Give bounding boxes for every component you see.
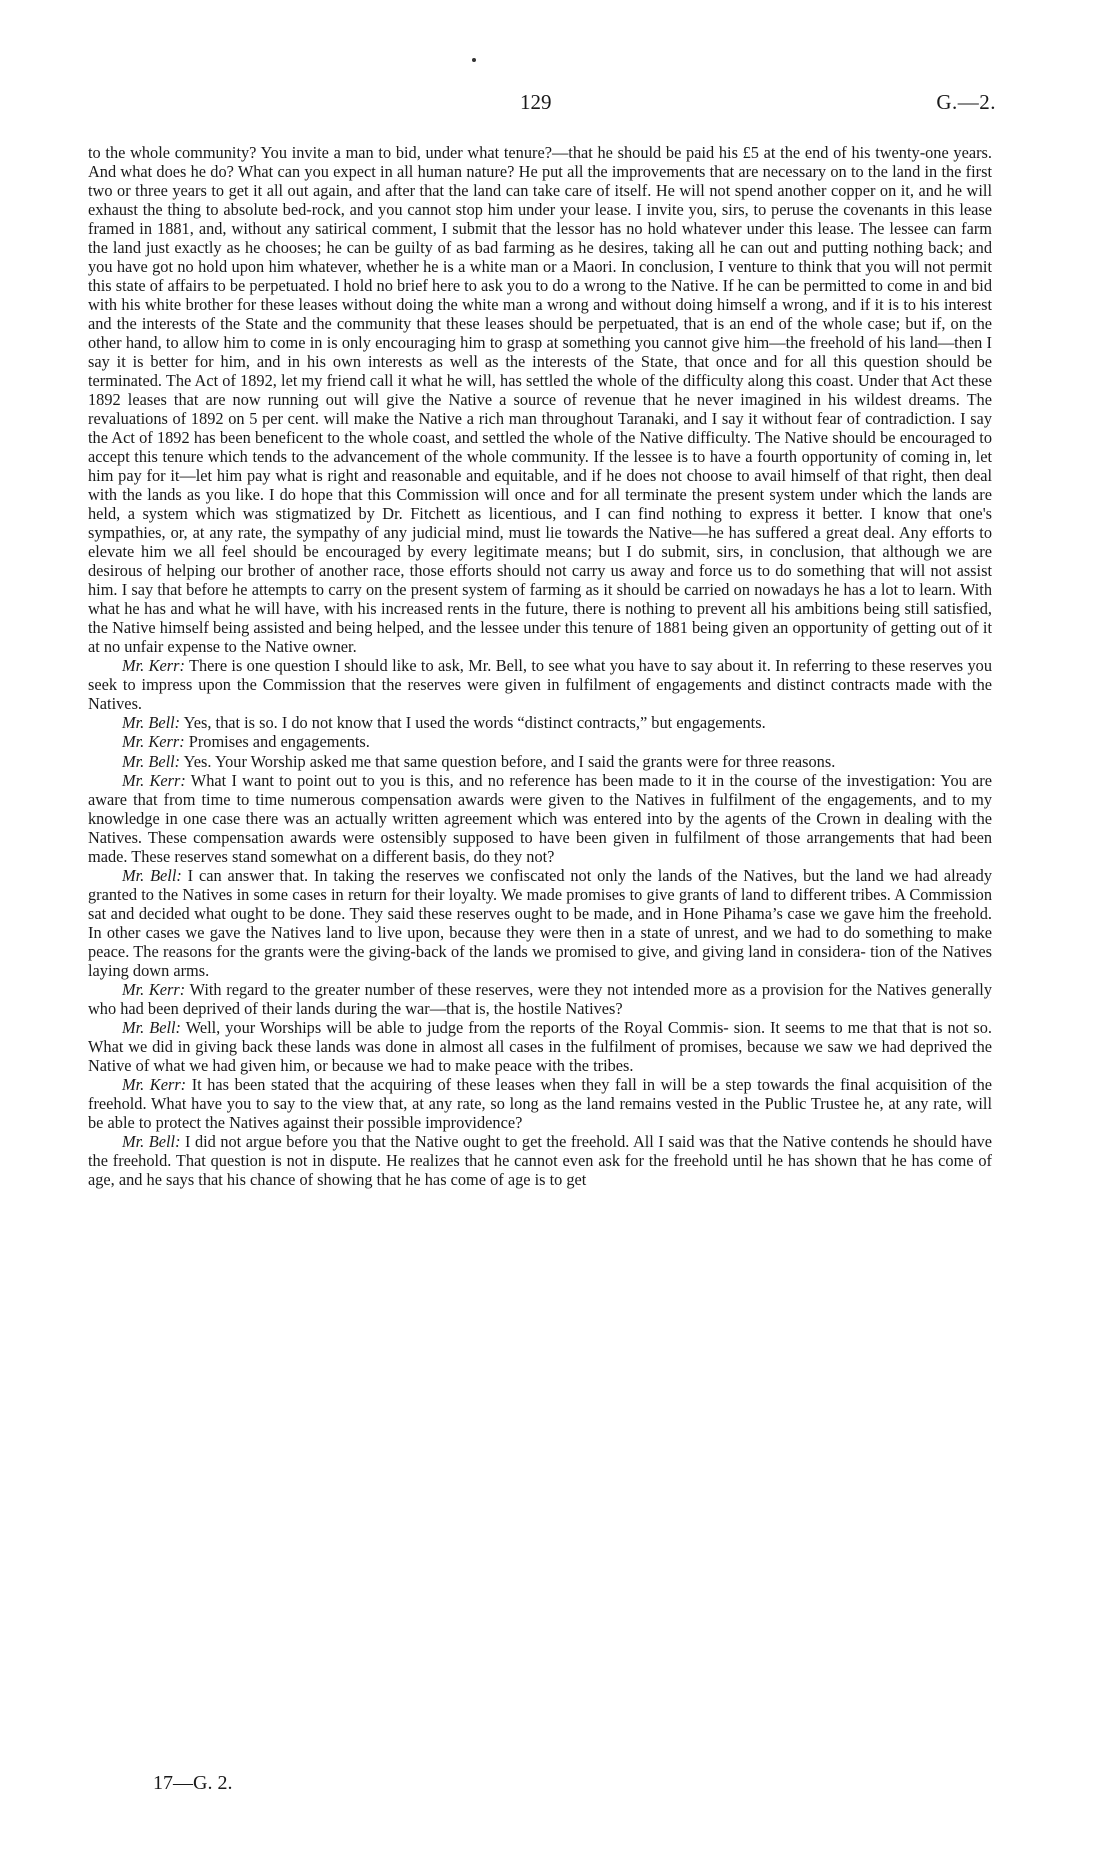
speech-text: Yes. Your Worship asked me that same question before, and I said the grants were for three reasons. <box>183 751 836 771</box>
speaker-name: Mr. Bell: <box>122 1017 181 1037</box>
exchange-paragraph <box>88 1132 992 1189</box>
speaker-name: Mr. Bell: <box>122 751 181 771</box>
speaker-name: Mr. Bell: <box>122 865 182 885</box>
speech-text: Yes, that is so. I do not know that I used the words “distinct contracts,” but engagements. <box>183 713 766 733</box>
speech-text: I did not argue before you that the Native ought to get the freehold. All I said was that the Native contends he should have the freehold. That question is not in dispute. He realizes that he cannot even ask for the freehold until he has shown that he has come of age, and he says that his chance of showing that he has come of age is to get <box>88 1131 992 1189</box>
exchange-paragraph <box>88 1075 992 1132</box>
speaker-name: Mr. Kerr: <box>122 770 186 790</box>
speaker-name: Mr. Kerr: <box>122 656 185 676</box>
exchange-paragraph <box>88 980 992 1018</box>
speaker-name: Mr. Kerr: <box>122 979 186 999</box>
body-text <box>88 143 992 1189</box>
speaker-name: Mr. Bell: <box>122 1131 181 1151</box>
page-footer: 17—G. 2. <box>153 1772 233 1794</box>
speech-text: I can answer that. In taking the reserves we confiscated not only the lands of the Natives, but the land we had already granted to the Natives in some cases in return for their loyalty. We made promises to give grants of land to different tribes. A Commission sat and decided what ought to be done. They said these reserves ought to be made, and in Hone Pihama’s case we gave him the freehold. In other cases we gave the Natives land to live upon, because they were then in a state of unrest, and we had to do something to make peace. The reasons for the grants were the giving-back of the lands we promised to give, and giving land in considera- tion of the Natives laying down arms. <box>88 865 992 980</box>
exchange-paragraph <box>88 732 992 751</box>
page-number: 129 <box>520 90 552 114</box>
speech-text: What I want to point out to you is this, and no reference has been made to it in the course of the investigation: You are aware that from time to time numerous compensation awards were given to the Natives in fulfilment of the engagements, and to my knowledge in one case there was an actually written agreement which was entered into by the agents of the Crown in dealing with the Natives. These compensation awards were ostensibly supposed to have been given in fulfilment of those arrangements that had been made. These reserves stand somewhat on a different basis, do they not? <box>88 770 993 866</box>
speaker-name: Mr. Bell: <box>122 713 181 733</box>
exchange-paragraph <box>88 713 992 732</box>
exchange-paragraph <box>88 752 992 771</box>
page-header <box>0 90 1114 120</box>
document-reference: G.—2. <box>936 90 996 114</box>
speech-text: There is one question I should like to ask, Mr. Bell, to see what you have to say about it. In referring to these reserves you seek to impress upon the Commission that the reserves were given in fulfilment of engagements and distinct contracts made with the Natives. <box>88 656 993 714</box>
speech-text: With regard to the greater number of these reserves, were they not intended more as a provision for the Natives generally who had been deprived of their lands during the war—that is, the hostile Natives? <box>88 979 992 1018</box>
exchange-paragraph <box>88 656 992 713</box>
speech-text: Well, your Worships will be able to judge from the reports of the Royal Commis- sion. It seems to me that that is not so. What we did in giving back these lands was done in almost all cases in the fulfilment of promises, because we saw we had deprived the Native of what we had given him, or because we had to make peace with the tribes. <box>88 1017 992 1075</box>
speaker-name: Mr. Kerr: <box>122 1074 187 1094</box>
exchange-paragraph <box>88 771 992 866</box>
opening-paragraph: to the whole community? You invite a man to bid, under what tenure?—that he should be paid his £5 at the end of his twenty-one years. And what does he do? What can you expect in all human nature? He put all the improvements that are necessary on to the land in the first two or three years to get it all out again, and after that the land can take care of itself. He will not spend another copper on it, and he will exhaust the thing to absolute bed-rock, and you cannot stop him under your lease. I invite you, sirs, to peruse the covenants in this lease framed in 1881, and, without any satirical comment, I submit that the lessor has no hold whatever under this lease. The lessee can farm the land just exactly as he chooses; he can be guilty of as bad farming as he desires, taking all he can out and putting nothing back; and you have got no hold upon him whatever, whether he is a white man or a Maori. In conclusion, I venture to think that you will not permit this state of affairs to be perpetuated. I hold no brief here to ask you to do a wrong to the Native. If he can be permitted to come in and bid with his white brother for these leases without doing the white man a wrong and without doing himself a wrong, and if it is to his interest and the interests of the State and the community that these leases should be perpetuated, that is an end of the whole case; but if, on the other hand, to allow him to come in is only encouraging him to grasp at something you cannot give him—the freehold of his land—then I say it is better for him, and in his own interests as well as the interests of the State, that once and for all this question should be terminated. The Act of 1892, let my friend call it what he will, has settled the whole of the difficulty along this coast. Under that Act these 1892 leases that are now running out will give the Native a source of revenue that he never imagined in his wildest dreams. The revaluations of 1892 on 5 per cent. will make the Native a rich man throughout Taranaki, and I say it without fear of contradiction. I say the Act of 1892 has been beneficent to the whole coast, and settled the whole of the Native difficulty. The Native should be encouraged to accept this tenure which tends to the advancement of the whole community. If the lessee is to have a fourth opportunity of coming in, let him pay for it—let him pay what is right and reasonable and equitable, and if he does not choose to avail himself of that right, then deal with the lands as you like. I do hope that this Commission will once and for all terminate the present system under which the lands are held, a system which was stigmatized by Dr. Fitchett as licentious, and I can find nothing to express it better. I know that one's sympathies, or, at any rate, the sympathy of any judicial mind, must lie towards the Native—he has suffered a great deal. Any efforts to elevate him we all feel should be encouraged by every legitimate means; but I do submit, sirs, in conclusion, that although we are desirous of helping our brother of another race, those efforts should not carry us away and force us to do something that will not assist him. I say that before he attempts to carry on the present system of farming as it should be carried on nowadays he has a lot to learn. With what he has and what he will have, with his increased rents in the future, there is nothing to prevent all his ambitions being still satisfied, the Native himself being assisted and being helped, and the lessee under this tenure of 1881 being given an opportunity of getting out of it at no unfair expense to the Native owner. <box>88 143 992 657</box>
exchange-paragraph <box>88 1018 992 1075</box>
speaker-name: Mr. Kerr: <box>122 732 185 752</box>
stray-mark <box>472 58 476 62</box>
speech-text: It has been stated that the acquiring of these leases when they fall in will be a step towards the final acquisition of the freehold. What have you to say to the view that, at any rate, so long as the land remains vested in the Public Trustee he, at any rate, will be able to protect the Natives against their possible improvidence? <box>88 1074 993 1132</box>
exchange-paragraph <box>88 866 992 980</box>
speech-text: Promises and engagements. <box>188 732 370 752</box>
